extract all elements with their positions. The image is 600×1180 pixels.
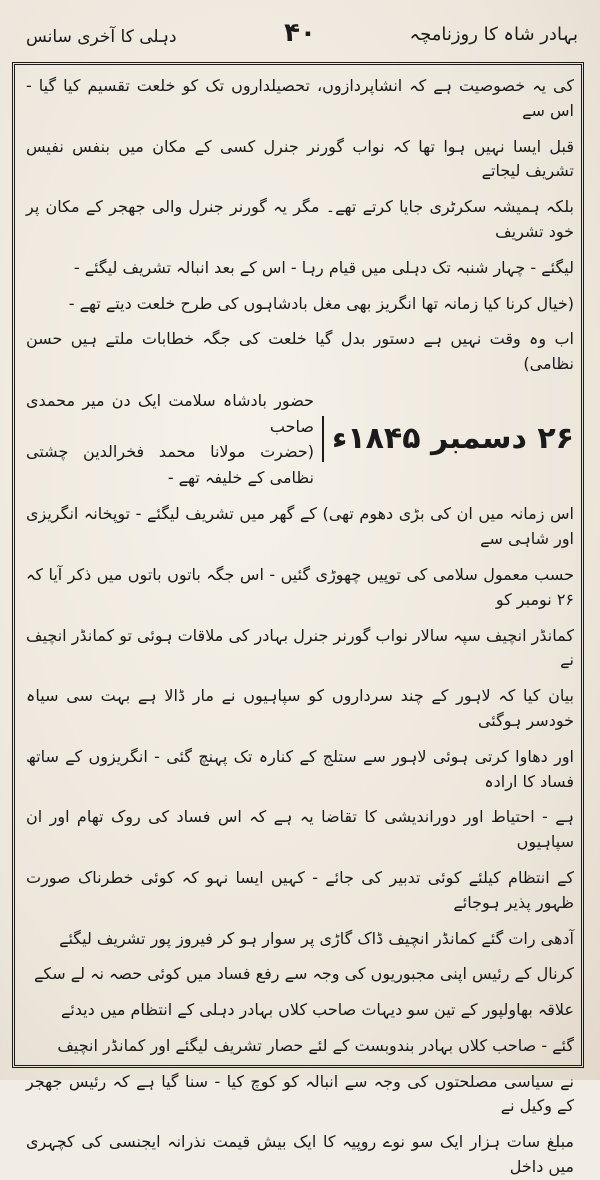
date-entry-line: حضور بادشاہ سلامت ایک دن میر محمدی صاحب xyxy=(26,390,314,436)
book-title: بہادر شاہ کا روزنامچہ xyxy=(409,24,578,45)
text-line: کی یہ خصوصیت ہے کہ انشاپردازوں، تحصیلداروں تک کو خلعت تقسیم کیا گیا - اس سے xyxy=(26,76,574,120)
date-entry-line: (حضرت مولانا محمد فخرالدین چشتی نظامی کے خلیفہ تھے - xyxy=(26,442,314,487)
text-line: (خیال کرنا کیا زمانہ تھا انگریز بھی مغل بادشاہوں کی طرح خلعت دیتے تھے - xyxy=(68,293,574,313)
text-line: حسب معمول سلامی کی توپیں چھوڑی گئیں - اس جگہ باتوں باتوں میں ذکر آیا کہ ۲۶ نومبر کو xyxy=(26,564,574,609)
text-line: قبل ایسا نہیں ہوا تھا کہ نواب گورنر جنرل کسی کے مکان میں بنفس نفیس تشریف لیجاتے xyxy=(26,136,574,181)
text-line: آدھی رات گئے کمانڈر انچیف ڈاک گاڑی پر سوار ہو کر فیروز پور تشریف لیگئے xyxy=(59,928,574,948)
text-line: مبلغ سات ہزار ایک سو نوے روپیہ کا ایک بیش قیمت نذرانہ ایجنسی کی کچہری میں داخل xyxy=(26,1132,574,1177)
text-line: اب وہ وقت نہیں ہے دستور بدل گیا خلعت کی جگہ خطابات ملتے ہیں حسن نظامی) xyxy=(26,329,574,374)
entry-date: ۲۶ دسمبر ۱۸۴۵ء xyxy=(322,416,574,463)
text-line: نے سیاسی مصلحتوں کی وجہ سے انبالہ کو کوچ کیا - سنا گیا ہے کہ رئیس جھجر کے وکیل نے xyxy=(26,1071,574,1116)
page-body xyxy=(26,74,574,1177)
text-line: بیان کیا کہ لاہور کے چند سرداروں کو سپاہیوں نے مار ڈالا ہے بہت سی سیاہ خودسر ہوگئی xyxy=(26,686,574,730)
text-line: اس زمانہ میں ان کی بڑی دھوم تھی) کے گھر میں تشریف لیگئے - توپخانہ انگریزی اور شاہی سے xyxy=(26,504,574,549)
date-entry xyxy=(26,388,574,490)
text-line: علاقہ بھاولپور کے تین سو دیہات صاحب کلاں بہادر دہلی کے انتظام میں دیدئے xyxy=(60,1000,574,1020)
text-line: اور دھاوا کرتی ہوئی لاہور سے ستلج کے کنارہ تک پہنچ گئی - انگریزوں کے ساتھ فساد کا ارادہ xyxy=(26,746,574,791)
text-line: لیگئے - چہار شنبہ تک دہلی میں قیام رہا - اس کے بعد انبالہ تشریف لیگئے - xyxy=(73,257,574,277)
text-line: کے انتظام کیلئے کوئی تدبیر کی جائے - کہیں ایسا نہو کہ کوئی خطرناک صورت ظہور پذیر ہوجائے xyxy=(26,867,574,912)
section-title: دہلی کا آخری سانس xyxy=(26,27,177,47)
text-line: بلکہ ہمیشہ سکرٹری جایا کرتے تھے۔ مگر یہ گورنر جنرل والی جھجر کے مکان پر خود تشریف xyxy=(26,197,574,241)
page-number: ۴۰ xyxy=(284,18,316,48)
text-line: گئے - صاحب کلاں بہادر بندوبست کے لئے حصار تشریف لیگئے اور کمانڈر انچیف xyxy=(57,1035,574,1055)
date-entry-text xyxy=(26,388,314,490)
text-line: کرنال کے رئیس اپنی مجبوریوں کی وجہ سے رفع فساد میں کوئی حصہ نہ لے سکے xyxy=(34,964,574,984)
text-line: کمانڈر انچیف سپہ سالار نواب گورنر جنرل بہادر کی ملاقات ہوئی تو کمانڈر انچیف نے xyxy=(26,625,574,670)
text-line: ہے - احتیاط اور دوراندیشی کا تقاضا یہ ہے کہ اس فساد کی روک تھام اور ان سپاہیوں xyxy=(26,807,574,852)
page-header xyxy=(18,18,582,54)
